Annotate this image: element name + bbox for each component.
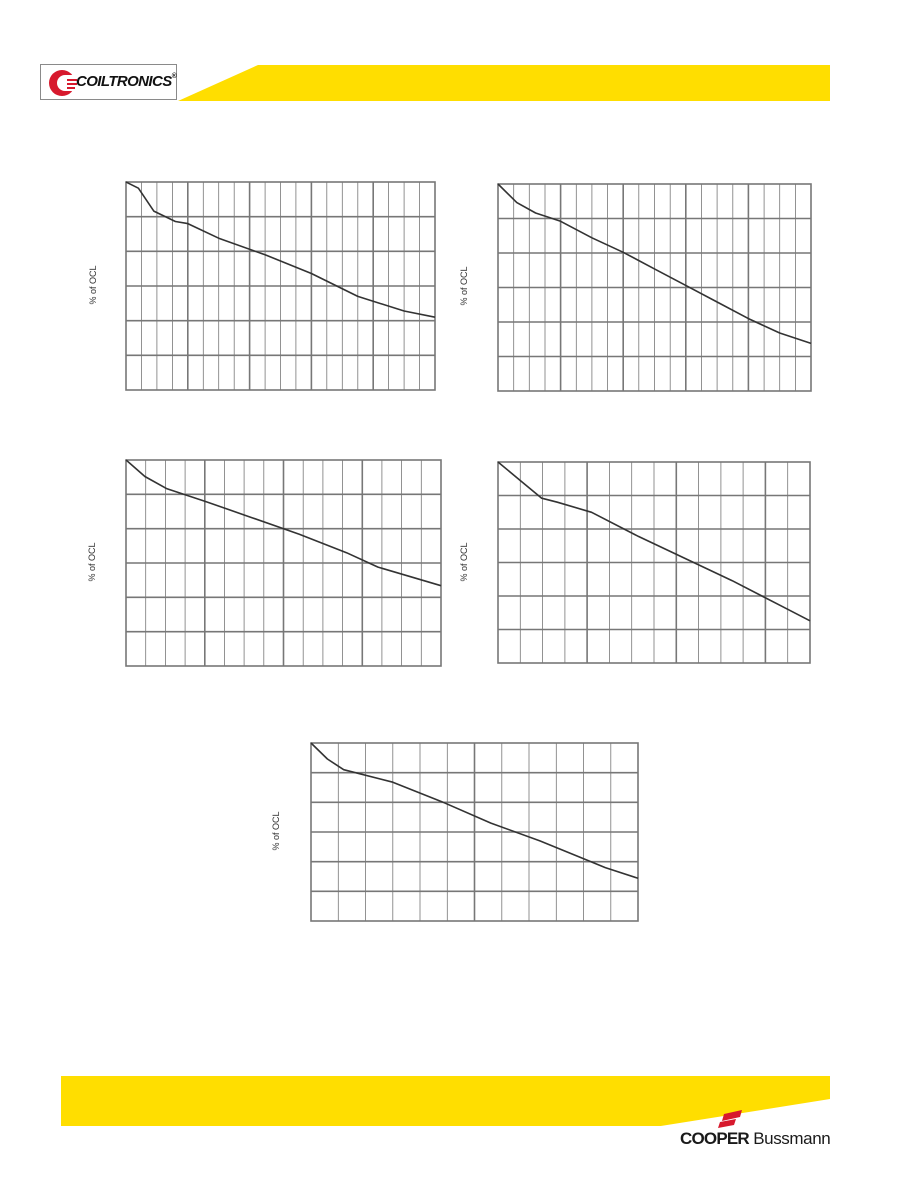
- logo-text: COILTRONICS®: [76, 73, 177, 90]
- chart-3-plot: [126, 460, 441, 666]
- chart-2: [498, 184, 811, 391]
- cooper-flag-icon: [714, 1110, 744, 1130]
- chart-1: [126, 182, 435, 390]
- brand-text: COOPER Bussmann: [680, 1129, 831, 1148]
- chart-2-ylabel: % of OCL: [459, 266, 469, 306]
- header-band: [178, 65, 830, 101]
- chart-3-ylabel: % of OCL: [87, 542, 97, 582]
- chart-5-plot: [311, 743, 638, 921]
- chart-5: [311, 743, 638, 921]
- cooper-bussmann-logo: [676, 1110, 836, 1155]
- chart-3: [126, 460, 441, 666]
- chart-4: [498, 462, 810, 663]
- chart-1-plot: [126, 182, 435, 390]
- logo-swirl-icon: [46, 68, 78, 98]
- chart-4-ylabel: % of OCL: [459, 542, 469, 582]
- chart-1-ylabel: % of OCL: [88, 265, 98, 305]
- chart-2-plot: [498, 184, 811, 391]
- chart-5-ylabel: % of OCL: [271, 811, 281, 851]
- chart-4-plot: [498, 462, 810, 663]
- coiltronics-logo: [40, 64, 177, 100]
